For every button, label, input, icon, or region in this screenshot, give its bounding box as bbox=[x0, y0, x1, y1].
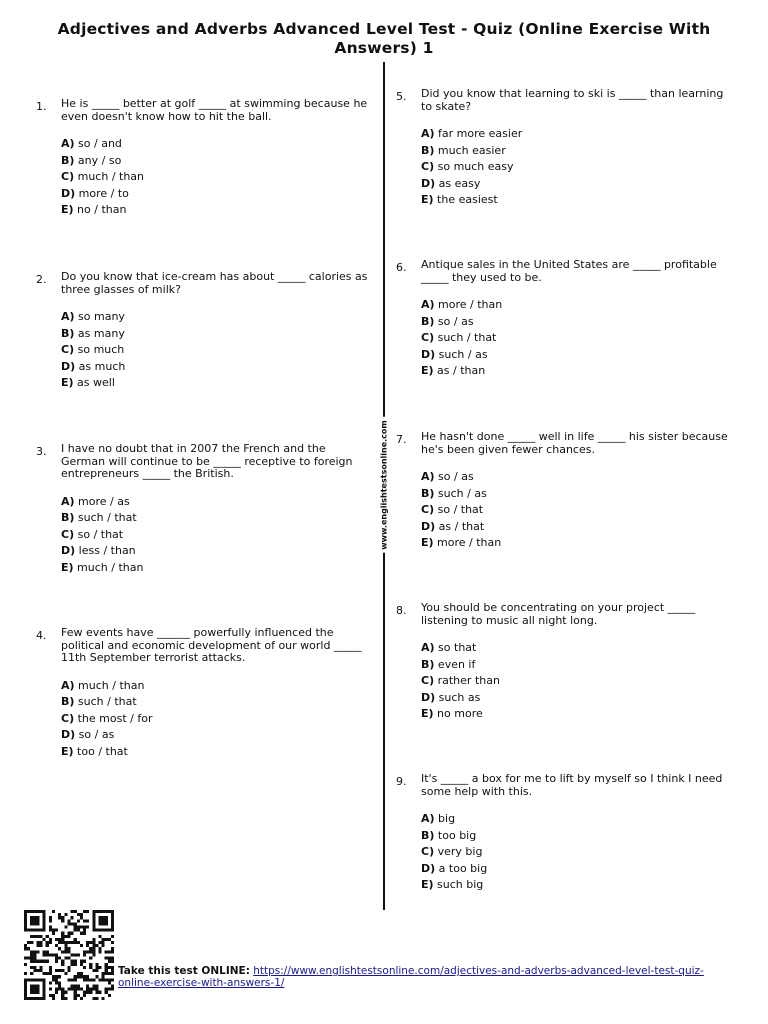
option-letter: E) bbox=[421, 536, 434, 549]
answer-options bbox=[61, 309, 371, 392]
question-text: Few events have ______ powerfully influenced the political and economic development of our world _____ 11th September terrorist attacks. bbox=[61, 626, 362, 664]
option-letter: E) bbox=[421, 364, 434, 377]
option-text: rather than bbox=[437, 674, 500, 687]
question-7 bbox=[396, 431, 736, 552]
option-letter: C) bbox=[421, 674, 435, 687]
option-e[interactable] bbox=[421, 706, 736, 723]
option-letter: B) bbox=[421, 828, 435, 842]
option-text: so / and bbox=[78, 137, 122, 150]
option-text: such big bbox=[437, 878, 484, 891]
question-9 bbox=[396, 773, 736, 894]
option-letter: E) bbox=[421, 193, 434, 206]
option-text: much / than bbox=[77, 170, 145, 183]
option-letter: B) bbox=[61, 511, 75, 524]
option-e[interactable] bbox=[61, 202, 371, 219]
option-letter: E) bbox=[61, 560, 74, 574]
option-a[interactable] bbox=[61, 136, 371, 153]
option-letter: C) bbox=[421, 845, 435, 858]
option-b[interactable] bbox=[421, 314, 736, 331]
footer-label: Take this test ONLINE: bbox=[118, 965, 250, 977]
option-letter: B) bbox=[61, 326, 75, 340]
answer-options bbox=[421, 469, 736, 552]
option-c[interactable] bbox=[421, 330, 736, 347]
option-letter: C) bbox=[61, 527, 75, 541]
question-8 bbox=[396, 602, 736, 723]
question-4 bbox=[36, 627, 371, 760]
option-text: more / than bbox=[438, 298, 503, 311]
option-letter: E) bbox=[421, 878, 434, 891]
option-b[interactable] bbox=[421, 486, 736, 503]
option-text: too big bbox=[437, 828, 477, 842]
option-a[interactable] bbox=[61, 494, 371, 511]
option-letter: A) bbox=[421, 127, 435, 140]
option-letter: A) bbox=[421, 470, 435, 483]
question-5 bbox=[396, 88, 736, 209]
option-letter: C) bbox=[61, 343, 75, 356]
question-text: I have no doubt that in 2007 the French and the German will continue to be _____ receptive to foreign entrepreneurs _____ the British. bbox=[61, 442, 353, 480]
option-e[interactable] bbox=[421, 192, 736, 209]
option-text: such / that bbox=[77, 695, 137, 708]
option-d[interactable] bbox=[421, 176, 736, 193]
option-letter: C) bbox=[61, 711, 75, 725]
option-text: so many bbox=[78, 310, 125, 323]
option-letter: D) bbox=[61, 359, 76, 373]
option-text: the most / for bbox=[77, 711, 153, 725]
option-c[interactable] bbox=[61, 342, 371, 359]
option-text: as much bbox=[78, 359, 126, 373]
option-letter: E) bbox=[421, 707, 434, 720]
option-letter: C) bbox=[421, 331, 435, 344]
option-letter: A) bbox=[61, 494, 75, 508]
option-a[interactable] bbox=[421, 469, 736, 486]
option-e[interactable] bbox=[421, 535, 736, 552]
option-text: so / as bbox=[438, 470, 474, 483]
option-letter: B) bbox=[421, 314, 435, 328]
option-e[interactable] bbox=[61, 744, 371, 761]
option-text: so that bbox=[438, 641, 477, 654]
option-text: such / that bbox=[437, 331, 497, 344]
option-text: so / that bbox=[77, 527, 124, 541]
option-c[interactable] bbox=[61, 527, 371, 544]
option-text: so / that bbox=[437, 503, 484, 516]
question-number: 5. bbox=[396, 90, 407, 103]
option-c[interactable] bbox=[421, 844, 736, 861]
option-letter: D) bbox=[421, 690, 436, 704]
option-text: the easiest bbox=[437, 193, 498, 206]
option-letter: A) bbox=[421, 812, 435, 825]
option-text: any / so bbox=[77, 153, 122, 167]
answer-options bbox=[421, 126, 736, 209]
option-d[interactable] bbox=[61, 543, 371, 560]
option-a[interactable] bbox=[421, 297, 736, 314]
question-number: 2. bbox=[36, 273, 47, 286]
question-1 bbox=[36, 98, 371, 219]
option-letter: E) bbox=[61, 376, 74, 389]
option-text: far more easier bbox=[438, 127, 523, 140]
option-e[interactable] bbox=[421, 877, 736, 894]
option-a[interactable] bbox=[61, 309, 371, 326]
option-e[interactable] bbox=[421, 363, 736, 380]
option-text: even if bbox=[437, 657, 476, 671]
question-number: 1. bbox=[36, 100, 47, 113]
option-text: so much easy bbox=[437, 160, 514, 173]
question-text: You should be concentrating on your project _____ listening to music all night long. bbox=[421, 601, 696, 627]
option-a[interactable] bbox=[421, 811, 736, 828]
option-letter: D) bbox=[421, 519, 436, 533]
option-text: as easy bbox=[438, 176, 481, 190]
option-letter: C) bbox=[421, 503, 435, 516]
option-text: as / that bbox=[438, 519, 485, 533]
option-b[interactable] bbox=[61, 326, 371, 343]
option-letter: B) bbox=[421, 486, 435, 500]
question-text: Do you know that ice-cream has about _____ calories as three glasses of milk? bbox=[61, 270, 368, 296]
option-a[interactable] bbox=[421, 126, 736, 143]
option-text: no / than bbox=[77, 203, 127, 216]
option-letter: A) bbox=[61, 310, 75, 323]
option-e[interactable] bbox=[61, 375, 371, 392]
page-title: Adjectives and Adverbs Advanced Level Test - Quiz (Online Exercise With Answers) 1 bbox=[57, 20, 711, 57]
question-2 bbox=[36, 271, 371, 392]
option-d[interactable] bbox=[61, 186, 371, 203]
option-letter: B) bbox=[61, 695, 75, 708]
option-c[interactable] bbox=[61, 711, 371, 728]
option-letter: B) bbox=[421, 143, 435, 157]
option-text: such as bbox=[438, 690, 481, 704]
answer-options bbox=[61, 678, 371, 761]
question-3 bbox=[36, 443, 371, 576]
option-text: much / than bbox=[78, 678, 145, 692]
answer-options bbox=[421, 640, 736, 723]
answer-options bbox=[61, 136, 371, 219]
option-text: such / as bbox=[437, 486, 487, 500]
question-text: It's _____ a box for me to lift by myself so I think I need some help with this. bbox=[421, 772, 723, 798]
option-text: so / as bbox=[437, 314, 474, 328]
option-letter: A) bbox=[61, 137, 75, 150]
site-watermark: www.englishtestsonline.com bbox=[380, 417, 389, 553]
option-c[interactable] bbox=[61, 169, 371, 186]
question-number: 9. bbox=[396, 775, 407, 788]
option-letter: E) bbox=[61, 203, 74, 216]
question-number: 3. bbox=[36, 445, 47, 458]
option-text: as well bbox=[77, 376, 115, 389]
option-d[interactable] bbox=[61, 727, 371, 744]
option-text: very big bbox=[437, 845, 483, 858]
option-text: more / to bbox=[78, 186, 129, 200]
question-number: 4. bbox=[36, 629, 47, 642]
question-number: 7. bbox=[396, 433, 407, 446]
option-text: more / as bbox=[78, 494, 130, 508]
option-letter: B) bbox=[421, 657, 435, 671]
option-text: much easier bbox=[437, 143, 506, 157]
option-text: such / as bbox=[438, 347, 488, 361]
option-b[interactable] bbox=[421, 828, 736, 845]
question-6 bbox=[396, 259, 736, 380]
option-c[interactable] bbox=[421, 673, 736, 690]
option-letter: C) bbox=[421, 160, 435, 173]
option-text: less / than bbox=[78, 544, 136, 557]
option-d[interactable] bbox=[421, 519, 736, 536]
option-text: so much bbox=[77, 343, 125, 356]
question-text: Antique sales in the United States are _____ profitable _____ they used to be. bbox=[421, 258, 717, 284]
option-e[interactable] bbox=[61, 560, 371, 577]
option-text: as / than bbox=[437, 364, 486, 377]
option-a[interactable] bbox=[421, 640, 736, 657]
option-b[interactable] bbox=[61, 694, 371, 711]
option-text: big bbox=[438, 812, 456, 825]
question-text: He is _____ better at golf _____ at swimming because he even doesn't know how to hit the ball. bbox=[61, 97, 368, 123]
option-b[interactable] bbox=[61, 510, 371, 527]
option-letter: D) bbox=[421, 176, 436, 190]
option-c[interactable] bbox=[421, 159, 736, 176]
answer-options bbox=[421, 811, 736, 894]
qr-code-icon[interactable] bbox=[24, 910, 114, 1000]
option-a[interactable] bbox=[61, 678, 371, 695]
option-b[interactable] bbox=[421, 143, 736, 160]
option-b[interactable] bbox=[61, 153, 371, 170]
question-number: 8. bbox=[396, 604, 407, 617]
option-letter: E) bbox=[61, 744, 74, 758]
option-letter: D) bbox=[421, 861, 436, 875]
footer bbox=[118, 965, 718, 989]
option-letter: D) bbox=[61, 544, 76, 557]
option-text: so / as bbox=[78, 728, 115, 741]
option-text: no more bbox=[437, 707, 483, 720]
test-online-link[interactable]: https://www.englishtestsonline.com/adjectives-and-adverbs-advanced-level-test-quiz-online-exercise-with-answers-1/ bbox=[118, 965, 704, 989]
option-letter: A) bbox=[421, 641, 435, 654]
option-letter: A) bbox=[61, 678, 75, 692]
option-b[interactable] bbox=[421, 657, 736, 674]
option-text: a too big bbox=[438, 861, 488, 875]
option-d[interactable] bbox=[61, 359, 371, 376]
option-d[interactable] bbox=[421, 347, 736, 364]
answer-options bbox=[421, 297, 736, 380]
question-text: Did you know that learning to ski is _____ than learning to skate? bbox=[421, 87, 724, 113]
option-text: as many bbox=[77, 326, 125, 340]
question-number: 6. bbox=[396, 261, 407, 274]
option-letter: C) bbox=[61, 170, 75, 183]
option-text: such / that bbox=[77, 511, 137, 524]
option-letter: D) bbox=[61, 186, 76, 200]
answer-options bbox=[61, 494, 371, 577]
option-text: much / than bbox=[77, 560, 144, 574]
question-text: He hasn't done _____ well in life _____ his sister because he's been given fewer chances. bbox=[421, 430, 728, 456]
option-letter: D) bbox=[421, 347, 436, 361]
option-letter: D) bbox=[61, 728, 76, 741]
option-c[interactable] bbox=[421, 502, 736, 519]
option-d[interactable] bbox=[421, 861, 736, 878]
option-text: more / than bbox=[437, 536, 502, 549]
option-d[interactable] bbox=[421, 690, 736, 707]
option-letter: B) bbox=[61, 153, 75, 167]
option-text: too / that bbox=[77, 744, 128, 758]
option-letter: A) bbox=[421, 298, 435, 311]
